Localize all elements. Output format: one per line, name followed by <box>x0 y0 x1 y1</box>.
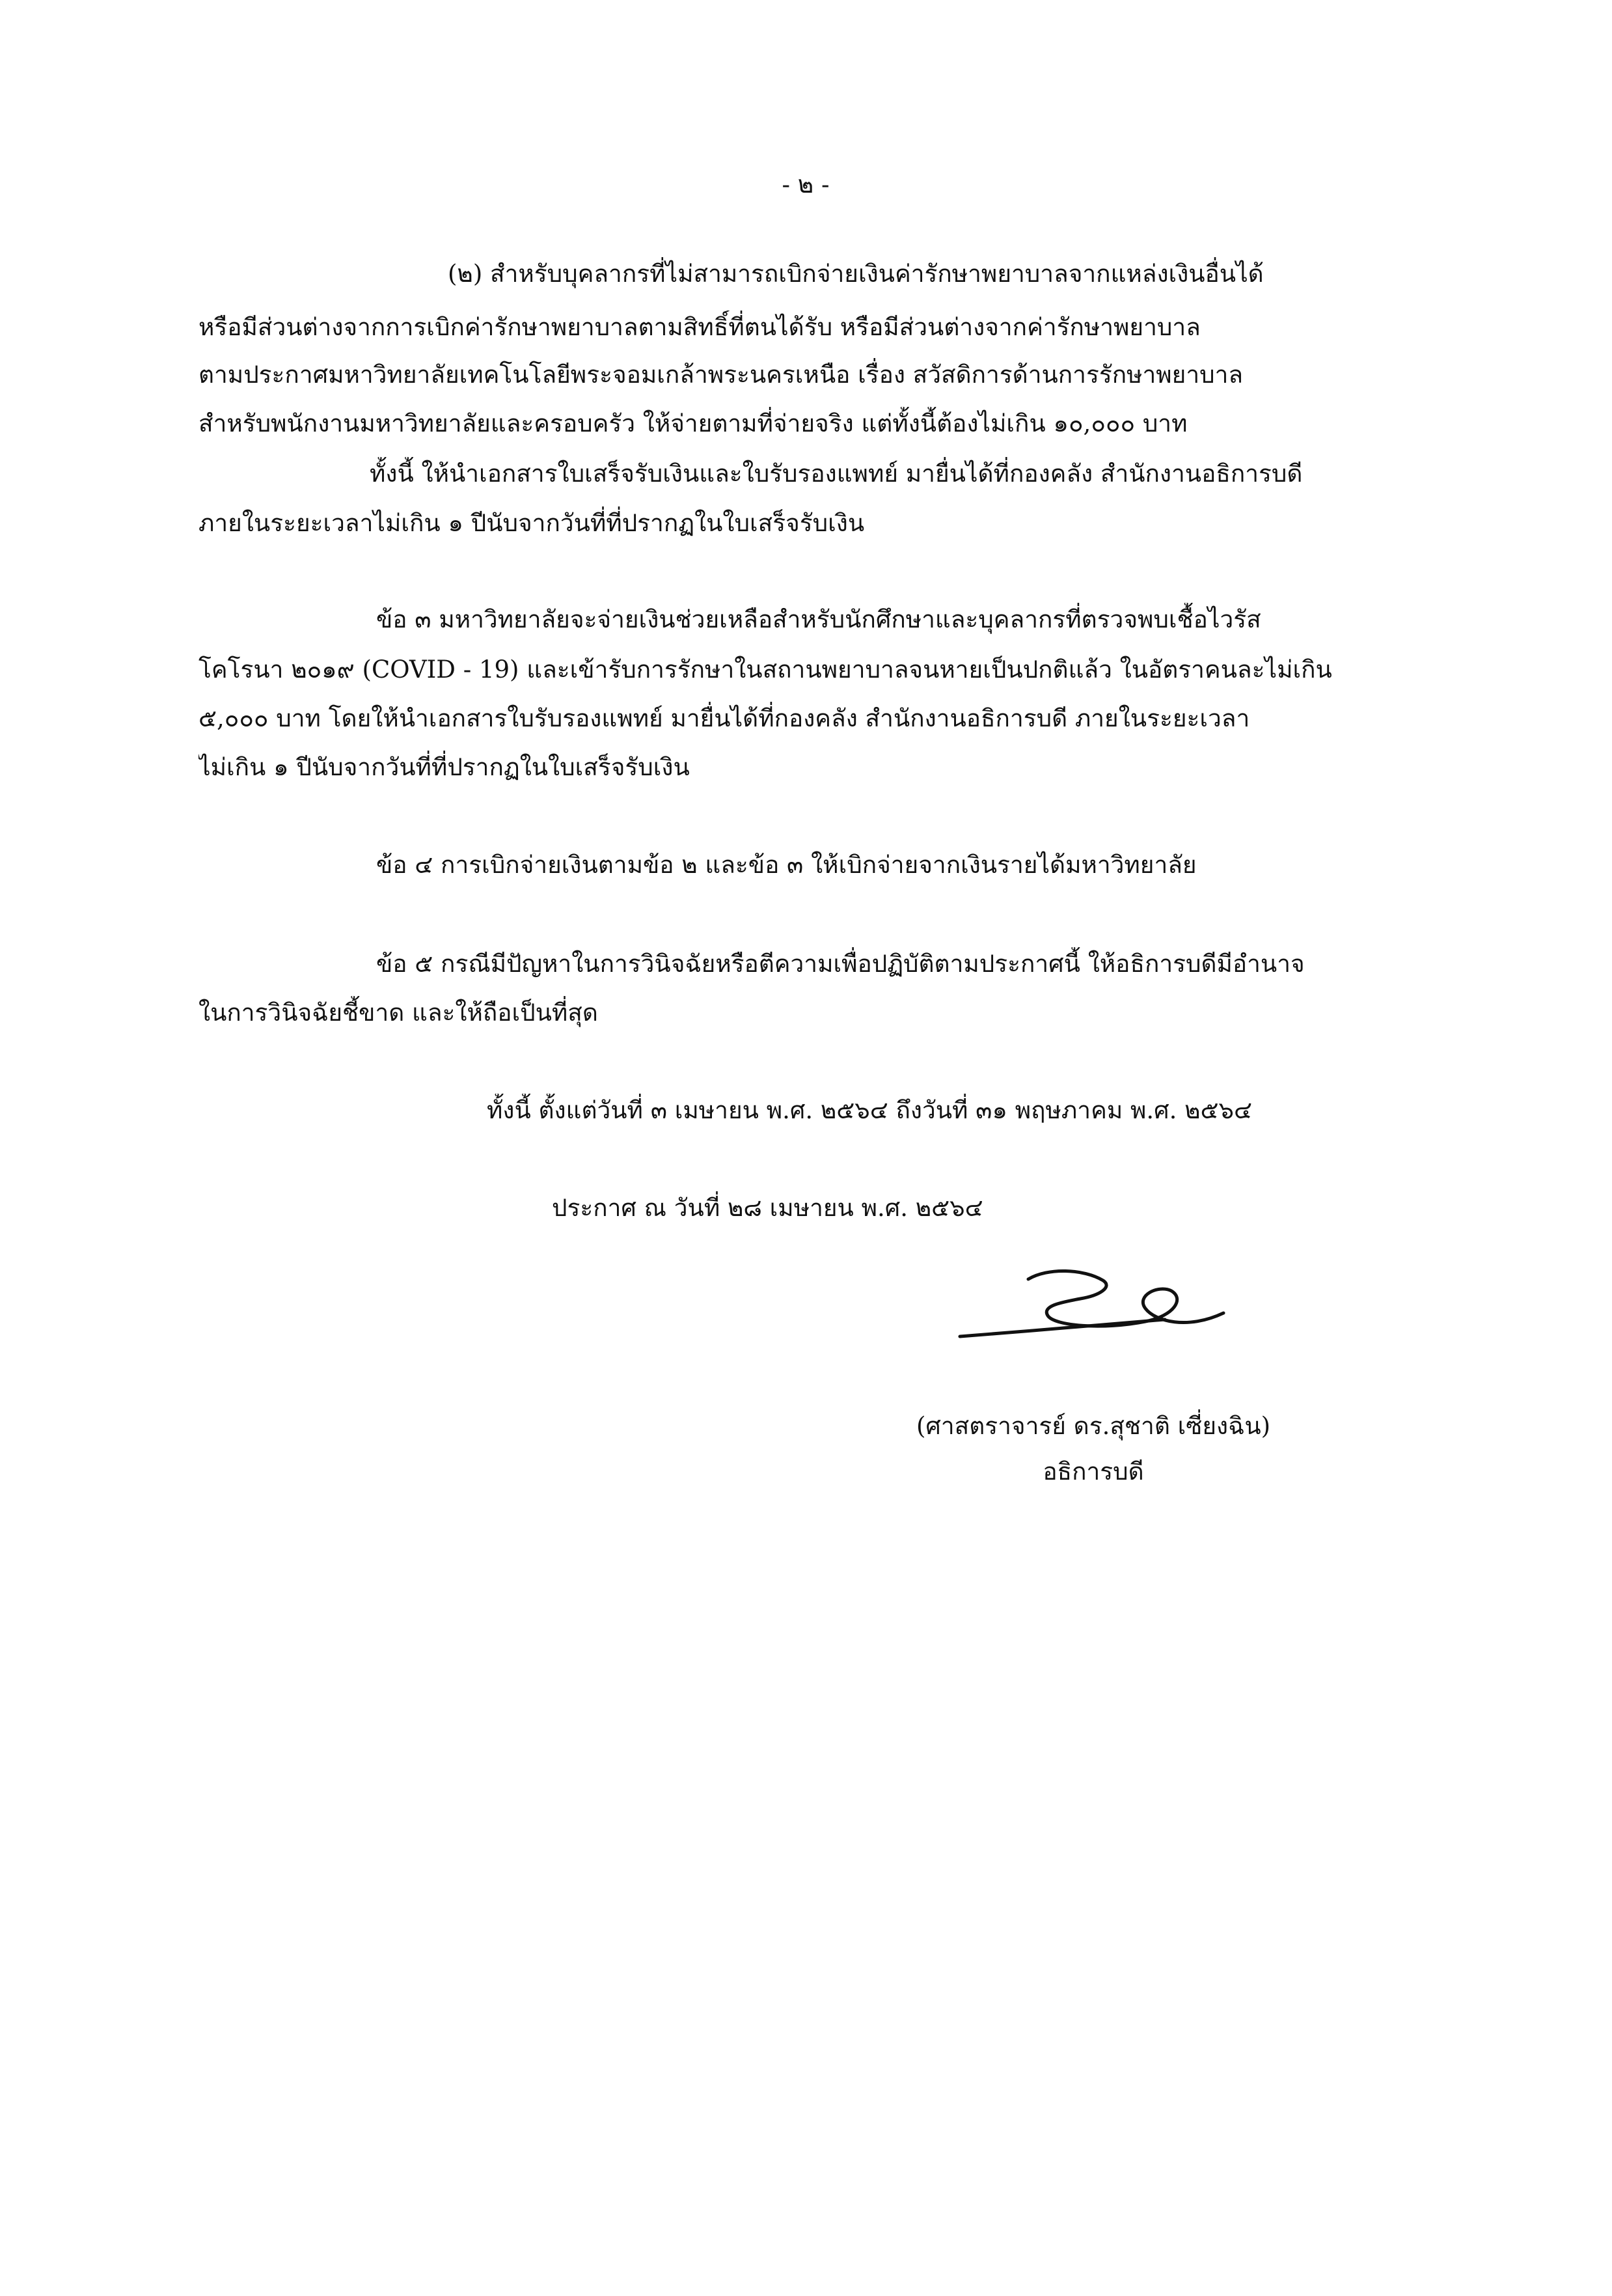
paragraph-2-line-3: ตามประกาศมหาวิทยาลัยเทคโนโลยีพระจอมเกล้าพระนครเหนือ เรื่อง สวัสดิการด้านการรักษาพยาบาล <box>198 361 1244 389</box>
paragraph-2-line-1: (๒) สำหรับบุคลากรที่ไม่สามารถเบิกจ่ายเงินค่ารักษาพยาบาลจากแหล่งเงินอื่นได้ <box>448 260 1264 288</box>
announcement-date: ประกาศ ณ วันที่ ๒๘ เมษายน พ.ศ. ๒๕๖๔ <box>552 1194 983 1222</box>
paragraph-2-line-2: หรือมีส่วนต่างจากการเบิกค่ารักษาพยาบาลตามสิทธิ์ที่ตนได้รับ หรือมีส่วนต่างจากค่ารักษาพยาบาล <box>198 313 1201 341</box>
clause-3-line-3: ๕,๐๐๐ บาท โดยให้นำเอกสารใบรับรองแพทย์ มายื่นได้ที่กองคลัง สำนักงานอธิการบดี ภายในระยะเวลา <box>198 704 1250 732</box>
page-number: - ๒ - <box>782 171 830 199</box>
clause-3-line-1: ข้อ ๓ มหาวิทยาลัยจะจ่ายเงินช่วยเหลือสำหรับนักศึกษาและบุคลากรที่ตรวจพบเชื้อไวรัส <box>376 605 1261 633</box>
signature-mark <box>950 1260 1250 1357</box>
clause-5-line-2: ในการวินิจฉัยชี้ขาด และให้ถือเป็นที่สุด <box>198 999 598 1027</box>
signatory-position: อธิการบดี <box>1043 1458 1144 1486</box>
clause-3-line-2: โคโรนา ๒๐๑๙ (COVID - 19) และเข้ารับการรักษาในสถานพยาบาลจนหายเป็นปกติแล้ว ในอัตราคนละไม่เกิน <box>198 656 1332 684</box>
paragraph-2-line-4: สำหรับพนักงานมหาวิทยาลัยและครอบครัว ให้จ่ายตามที่จ่ายจริง แต่ทั้งนี้ต้องไม่เกิน ๑๐,๐๐๐ บาท <box>198 409 1188 437</box>
signatory-name: (ศาสตราจารย์ ดร.สุชาติ เซี่ยงฉิน) <box>916 1412 1271 1440</box>
clause-5-line-1: ข้อ ๕ กรณีมีปัญหาในการวินิจฉัยหรือตีความเพื่อปฏิบัติตามประกาศนี้ ให้อธิการบดีมีอำนาจ <box>376 950 1305 978</box>
clause-3-line-4: ไม่เกิน ๑ ปีนับจากวันที่ที่ปรากฏในใบเสร็จรับเงิน <box>198 753 690 781</box>
clause-4-line-1: ข้อ ๔ การเบิกจ่ายเงินตามข้อ ๒ และข้อ ๓ ให้เบิกจ่ายจากเงินรายได้มหาวิทยาลัย <box>376 851 1197 879</box>
effective-period: ทั้งนี้ ตั้งแต่วันที่ ๓ เมษายน พ.ศ. ๒๕๖๔ ถึงวันที่ ๓๑ พฤษภาคม พ.ศ. ๒๕๖๔ <box>487 1096 1253 1124</box>
documents-line-2: ภายในระยะเวลาไม่เกิน ๑ ปีนับจากวันที่ที่ปรากฏในใบเสร็จรับเงิน <box>198 509 865 537</box>
documents-line-1: ทั้งนี้ ให้นำเอกสารใบเสร็จรับเงินและใบรับรองแพทย์ มายื่นได้ที่กองคลัง สำนักงานอธิการบดี <box>370 460 1303 488</box>
